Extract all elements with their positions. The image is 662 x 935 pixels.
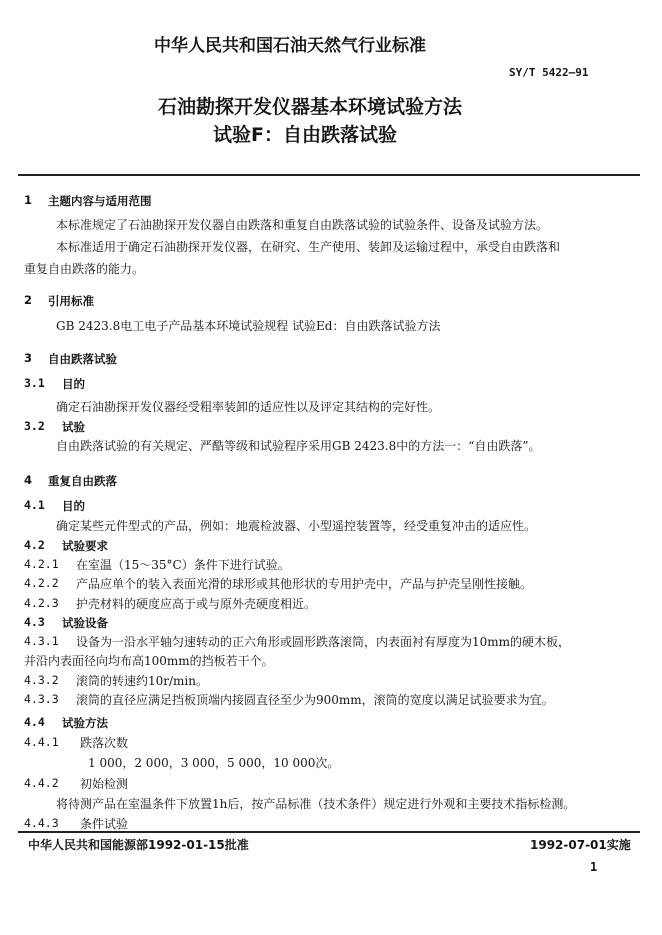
approval-line: 中华人民共和国能源部1992-01-15批准 — [28, 838, 249, 852]
section-2-reference: GB 2423.8电工电子产品基本环境试验规程 试验Ed：自由跌落试验方法 — [56, 319, 441, 333]
section-1-heading: 主题内容与适用范围 — [48, 194, 152, 208]
document-subtitle: 试验F：自由跌落试验 — [213, 124, 397, 146]
section-4-2-3-number: 4.2.3 — [24, 596, 59, 610]
section-4-1-heading: 目的 — [62, 499, 85, 513]
section-4-2-1-text: 在室温（15～35°C）条件下进行试验。 — [76, 558, 290, 572]
section-4-3-3-text: 滚筒的直径应满足挡板顶端内接圆直径至少为900mm，滚筒的宽度以满足试验要求为宜。 — [76, 693, 554, 707]
section-1-paragraph-2: 本标准适用于确定石油勘探开发仪器，在研究、生产使用、装卸及运输过程中，承受自由跌落和 — [56, 240, 561, 254]
section-4-4-3-number: 4.4.3 — [24, 816, 59, 830]
section-4-4-3-text: 条件试验 — [80, 817, 129, 831]
section-4-3-2-text: 滚筒的转速约10r/min。 — [76, 674, 208, 688]
implementation-date: 1992-07-01实施 — [530, 838, 631, 852]
section-3-2-number: 3.2 — [24, 419, 45, 433]
section-3-number: 3 — [24, 351, 33, 365]
section-4-2-2-number: 4.2.2 — [24, 576, 59, 590]
section-4-4-1-number: 4.4.1 — [24, 735, 59, 749]
section-4-4-2-detail: 将待测产品在室温条件下放置1h后，按产品标准（技术条件）规定进行外观和主要技术指标检测。 — [56, 797, 576, 811]
section-3-1-number: 3.1 — [24, 376, 45, 390]
section-4-number: 4 — [24, 473, 33, 487]
section-4-heading: 重复自由跌落 — [48, 474, 117, 488]
section-3-2-heading: 试验 — [62, 420, 85, 434]
section-3-2-text: 自由跌落试验的有关规定、严酷等级和试验程序采用GB 2423.8中的方法一：“自由跌落”。 — [56, 439, 541, 453]
section-3-1-heading: 目的 — [62, 377, 85, 391]
section-4-2-heading: 试验要求 — [62, 539, 108, 553]
document-title: 石油勘探开发仪器基本环境试验方法 — [158, 96, 463, 118]
section-4-1-number: 4.1 — [24, 498, 45, 512]
section-4-2-1-number: 4.2.1 — [24, 557, 59, 571]
standard-number: SY/T 5422—91 — [509, 66, 589, 79]
section-1-paragraph-1: 本标准规定了石油勘探开发仪器自由跌落和重复自由跌落试验的试验条件、设备及试验方法。 — [56, 218, 549, 232]
section-3-1-text: 确定石油勘探开发仪器经受粗率装卸的适应性以及评定其结构的完好性。 — [56, 400, 441, 414]
section-2-number: 2 — [24, 293, 33, 307]
section-4-4-1-text: 跌落次数 — [80, 736, 129, 750]
section-4-1-text: 确定某些元件型式的产品，例如：地震检波器、小型遥控装置等，经受重复冲击的适应性。 — [56, 519, 537, 533]
page-number: 1 — [590, 860, 598, 874]
section-4-2-3-text: 护壳材料的硬度应高于或与原外壳硬度相近。 — [76, 597, 317, 611]
section-1-number: 1 — [24, 193, 33, 207]
section-4-3-1-text-cont: 并沿内表面径向均布高100mm的挡板若干个。 — [24, 654, 274, 668]
section-4-2-2-text: 产品应单个的装入表面光滑的球形或其他形状的专用护壳中，产品与护壳呈刚性接触。 — [76, 577, 533, 591]
header-divider — [18, 174, 640, 176]
section-4-3-3-number: 4.3.3 — [24, 692, 59, 706]
section-4-4-number: 4.4 — [24, 715, 45, 729]
standard-category: 中华人民共和国石油天然气行业标准 — [154, 36, 426, 56]
section-4-4-2-number: 4.4.2 — [24, 776, 59, 790]
section-4-3-number: 4.3 — [24, 615, 45, 629]
section-4-4-heading: 试验方法 — [62, 716, 108, 730]
section-4-3-heading: 试验设备 — [62, 616, 108, 630]
section-4-2-number: 4.2 — [24, 538, 45, 552]
section-3-heading: 自由跌落试验 — [48, 352, 117, 366]
section-1-paragraph-2-cont: 重复自由跌落的能力。 — [24, 262, 145, 276]
section-4-3-2-number: 4.3.2 — [24, 673, 59, 687]
footer-divider — [18, 831, 640, 833]
section-4-3-1-number: 4.3.1 — [24, 634, 59, 648]
section-4-4-2-text: 初始检测 — [80, 777, 129, 791]
section-4-3-1-text: 设备为一沿水平轴匀速转动的正六角形或圆形跌落滚筒，内表面衬有厚度为10mm的硬木板， — [76, 635, 571, 649]
section-2-heading: 引用标准 — [48, 294, 94, 308]
drop-count-values: 1 000，2 000，3 000，5 000，10 000次。 — [88, 756, 340, 770]
